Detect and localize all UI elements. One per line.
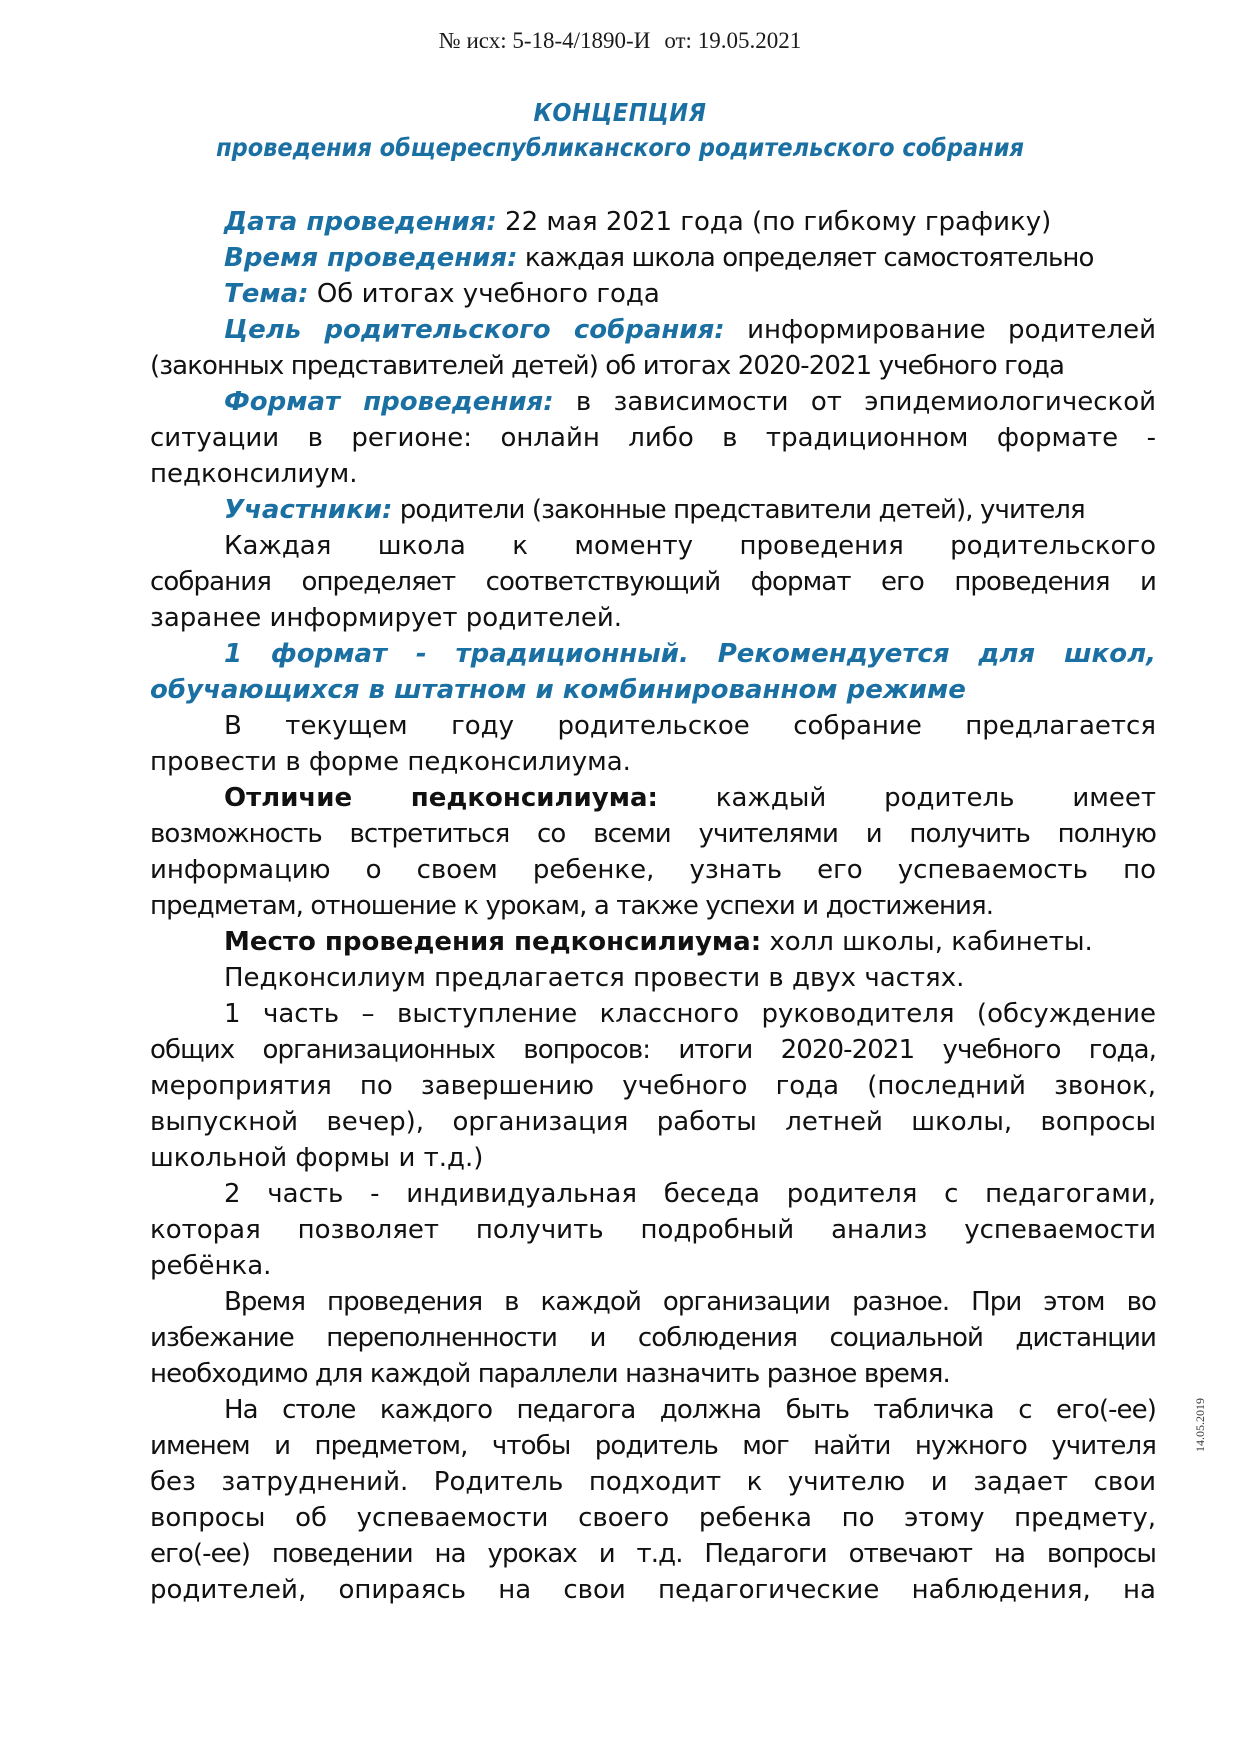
ref-number: № исх: 5-18-4/1890-И: [438, 28, 651, 53]
para-1-line-3: заранее информирует родителей.: [150, 603, 622, 633]
participants-value: родители (законные представители детей), учителя: [392, 495, 1085, 525]
table-para-line-5: его(-ее) поведении на уроках и т.д. Педагоги отвечают на вопросы: [150, 1539, 1156, 1569]
time-value: каждая школа определяет самостоятельно: [517, 243, 1094, 273]
difference-line-4: предметам, отношение к урокам, а также успехи и достижения.: [150, 891, 994, 921]
time-para-line-1: Время проведения в каждой организации разное. При этом во: [224, 1287, 1156, 1317]
table-para-line-3: без затруднений. Родитель подходит к учителю и задает свои: [150, 1467, 1156, 1497]
field-time: [150, 240, 1156, 276]
table-para-line-4: вопросы об успеваемости своего ребенка по этому предмету,: [150, 1503, 1156, 1533]
time-label: Время проведения:: [224, 243, 518, 273]
difference-line-2: возможность встретиться со всеми учителями и получить полную: [150, 819, 1156, 849]
difference-line-1: [150, 780, 1156, 816]
document-body: [150, 204, 1156, 1608]
topic-value: Об итогах учебного года: [308, 279, 660, 309]
para-2-line-1: В текущем году родительское собрание предлагается: [224, 711, 1156, 741]
format-1-heading-line-1: 1 формат - традиционный. Рекомендуется для школ,: [224, 639, 1156, 669]
goal-label: Цель родительского собрания: [224, 315, 715, 345]
place-label: Место проведения педконсилиума:: [224, 927, 762, 957]
difference-text-1: каждый родитель имеет: [657, 783, 1156, 813]
place-line: [150, 924, 1156, 960]
topic-label: Тема:: [224, 279, 309, 309]
format-1-heading-line-2: обучающихся в штатном и комбинированном режиме: [150, 675, 966, 705]
format-label: Формат проведения:: [224, 387, 554, 417]
format-value-1: в зависимости от эпидемиологической: [553, 387, 1156, 417]
field-date: [150, 204, 1156, 240]
date-value: 22 мая 2021 года (по гибкому графику): [496, 207, 1052, 237]
format-value-2: ситуации в регионе: онлайн либо в традиционном формате -: [150, 423, 1156, 453]
para-1-line-2: собрания определяет соответствующий формат его проведения и: [150, 567, 1156, 597]
field-format: [150, 384, 1156, 420]
doc-subtitle: проведения общереспубликанского родительского собрания: [216, 133, 1024, 162]
place-value: холл школы, кабинеты.: [761, 927, 1093, 957]
part-1-line-2: общих организационных вопросов: итоги 2020-2021 учебного года,: [150, 1035, 1156, 1065]
date-label: Дата проведения:: [224, 207, 497, 237]
doc-title: КОНЦЕПЦИЯ: [533, 98, 707, 127]
participants-label: Участники:: [224, 495, 393, 525]
para-2-line-2: провести в форме педконсилиума.: [150, 747, 631, 777]
difference-line-3: информацию о своем ребенке, узнать его успеваемость по: [150, 855, 1156, 885]
goal-value-2: (законных представителей детей) об итогах 2020-2021 учебного года: [150, 351, 1064, 381]
part-1-line-4: выпускной вечер), организация работы летней школы, вопросы: [150, 1107, 1156, 1137]
part-2-line-3: ребёнка.: [150, 1251, 272, 1281]
margin-date-stamp: 14.05.2019: [1193, 1398, 1207, 1452]
field-participants: [150, 492, 1156, 528]
time-para-line-2: избежание переполненности и соблюдения социальной дистанции: [150, 1323, 1156, 1353]
goal-colon: :: [714, 315, 725, 345]
para-1-line-1: Каждая школа к моменту проведения родительского: [224, 531, 1156, 561]
ref-date: от: 19.05.2021: [664, 28, 802, 53]
table-para-line-1: На столе каждого педагога должна быть табличка с его(-ее): [224, 1395, 1156, 1425]
part-2-line-2: которая позволяет получить подробный анализ успеваемости: [150, 1215, 1156, 1245]
part-1-line-5: школьной формы и т.д.): [150, 1143, 484, 1173]
goal-value-1: информирование родителей: [724, 315, 1156, 345]
time-para-line-3: необходимо для каждой параллели назначить разное время.: [150, 1359, 950, 1389]
part-1-line-3: мероприятия по завершению учебного года (последний звонок,: [150, 1071, 1156, 1101]
difference-label: Отличие педконсилиума:: [224, 783, 658, 813]
field-topic: [150, 276, 1156, 312]
table-para-line-2: именем и предметом, чтобы родитель мог найти нужного учителя: [150, 1431, 1156, 1461]
outgoing-reference: [0, 28, 1240, 54]
part-2-line-1: 2 часть - индивидуальная беседа родителя с педагогами,: [224, 1179, 1156, 1209]
field-goal: [150, 312, 1156, 348]
table-para-line-6: родителей, опираясь на свои педагогические наблюдения, на: [150, 1575, 1156, 1605]
part-1-line-1: 1 часть – выступление классного руководителя (обсуждение: [224, 999, 1156, 1029]
para-3: Педконсилиум предлагается провести в двух частях.: [224, 963, 965, 993]
format-value-3: педконсилиум.: [150, 459, 358, 489]
